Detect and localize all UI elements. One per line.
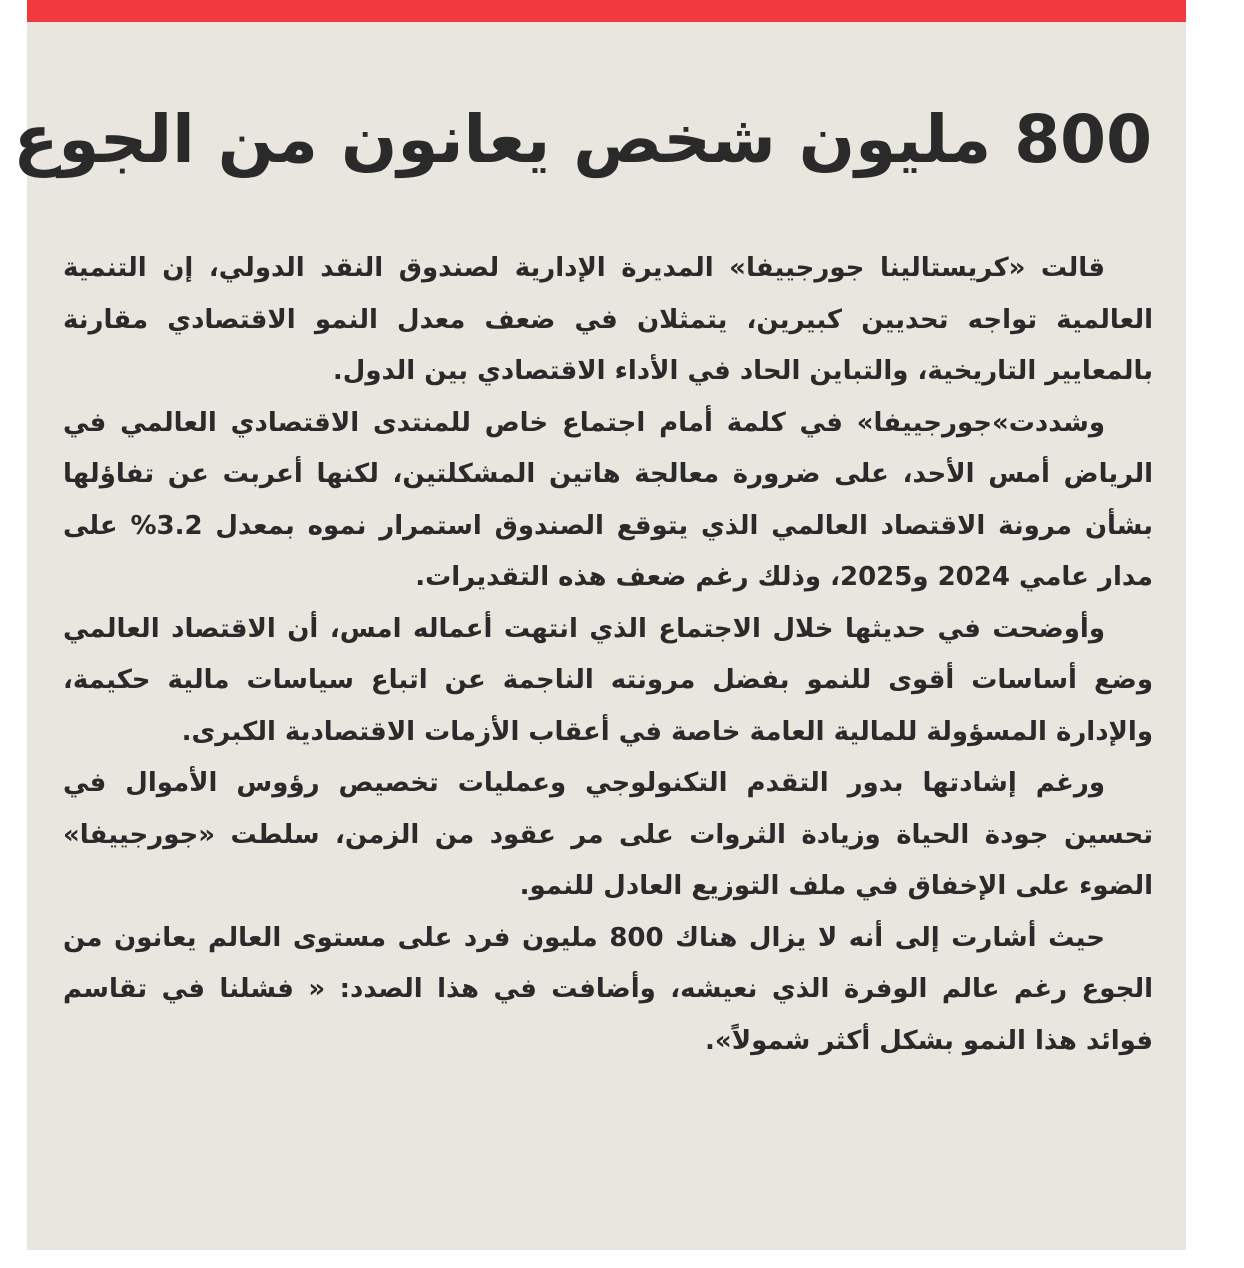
article-body xyxy=(63,243,1153,1067)
headline: 800 مليون شخص يعانون من الجوع xyxy=(13,101,1152,178)
accent-bar xyxy=(27,0,1186,22)
article-panel xyxy=(13,0,1186,1250)
paragraph: ورغم إشادتها بدور التقدم التكنولوجي وعمليات تخصيص رؤوس الأموال في تحسين جودة الحياة وزيادة الثروات على مر عقود من الزمن، سلطت «جورجييفا» الضوء على الإخفاق في ملف التوزيع العادل للنمو. xyxy=(63,768,1153,901)
paragraph: قالت «كريستالينا جورجييفا» المديرة الإدارية لصندوق النقد الدولي، إن التنمية العالمية تواجه تحديين كبيرين، يتمثلان في ضعف معدل النمو الاقتصادي مقارنة بالمعايير التاريخية، والتباين الحاد في الأداء الاقتصادي بين الدول. xyxy=(63,253,1153,386)
paragraph: حيث أشارت إلى أنه لا يزال هناك 800 مليون فرد على مستوى العالم يعانون من الجوع رغم عالم الوفرة الذي نعيشه، وأضافت في هذا الصدد: « فشلنا في تقاسم فوائد هذا النمو بشكل أكثر شمولاً». xyxy=(63,922,1153,1056)
paragraph: وشددت»جورجييفا» في كلمة أمام اجتماع خاص للمنتدى الاقتصادي العالمي في الرياض أمس الأحد، على ضرورة معالجة هاتين المشكلتين، لكنها أعربت عن تفاؤلها بشأن مرونة الاقتصاد العالمي الذي يتوقع الصندوق استمرار نموه بمعدل 3.2% على مدار عامي 2024 و2025، وذلك رغم ضعف هذه التقديرات. xyxy=(63,407,1153,592)
paragraph: وأوضحت في حديثها خلال الاجتماع الذي انتهت أعماله امس، أن الاقتصاد العالمي وضع أساسات أقوى للنمو بفضل مرونته الناجمة عن اتباع سياسات مالية حكيمة، والإدارة المسؤولة للمالية العامة خاصة في أعقاب الأزمات الاقتصادية الكبرى. xyxy=(63,613,1153,747)
